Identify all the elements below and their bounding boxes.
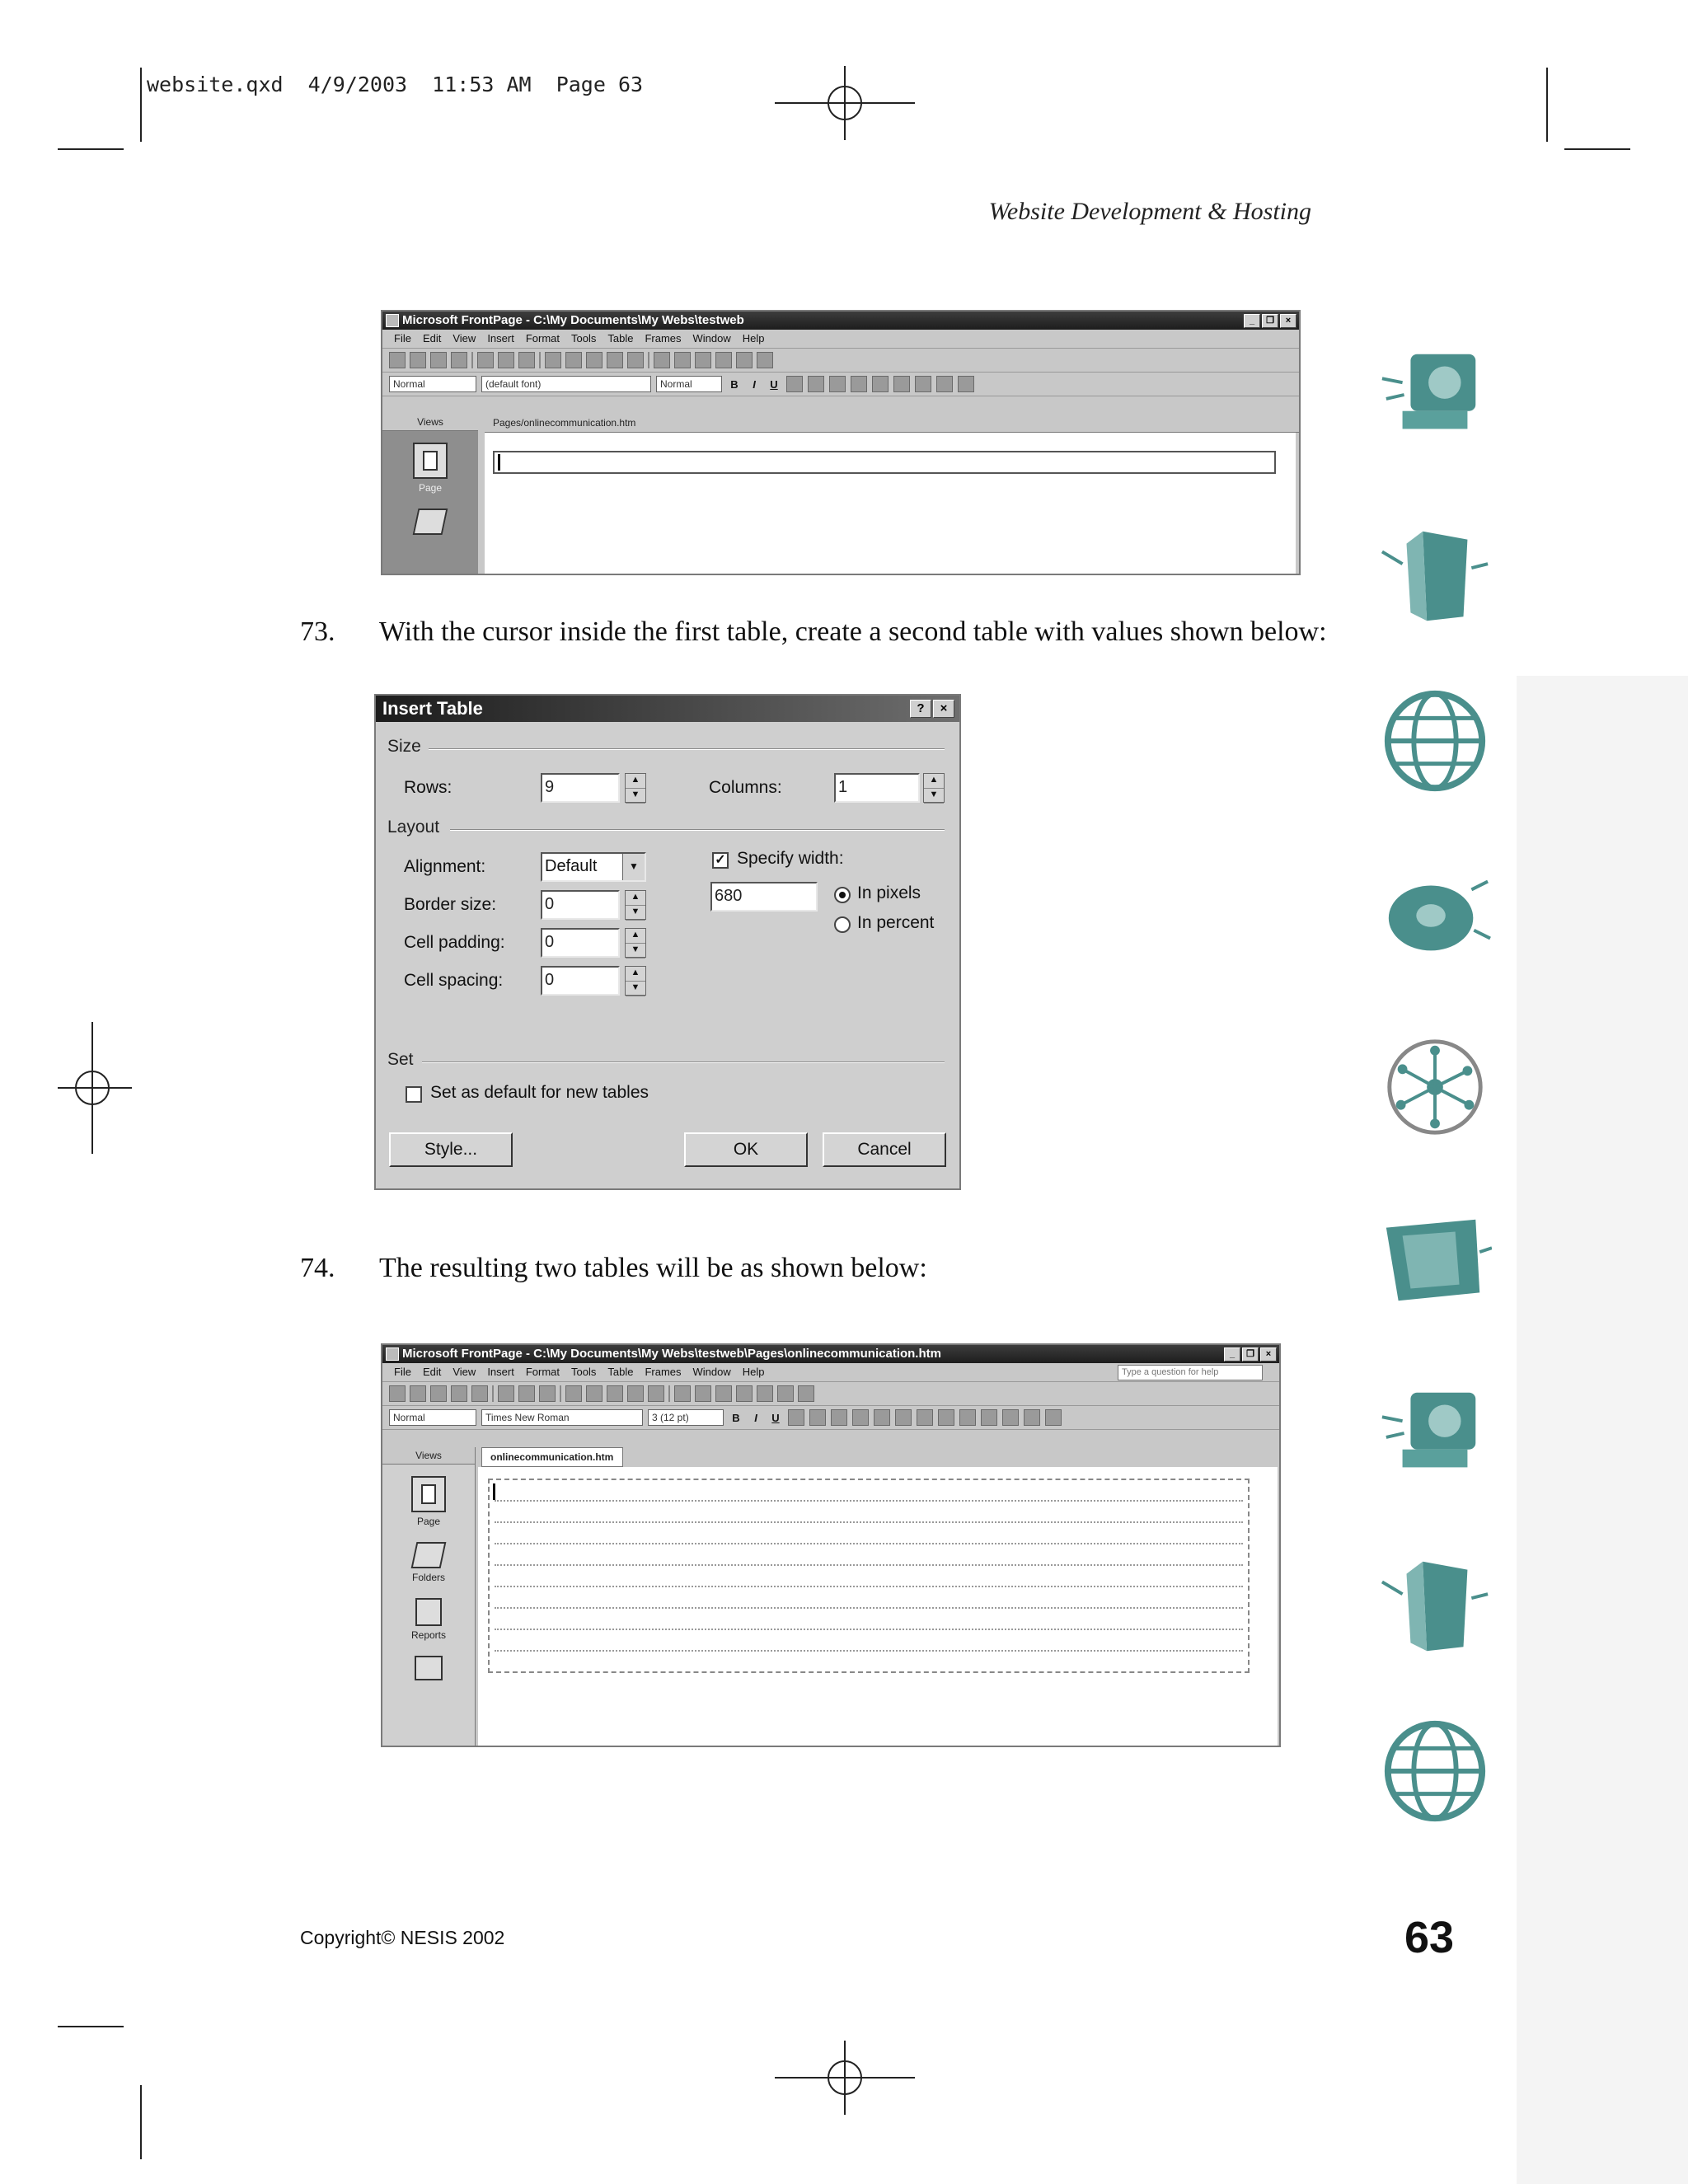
copy-icon[interactable] [586, 1385, 603, 1402]
views-header: Views [382, 1447, 475, 1465]
menu-bar [382, 1363, 1279, 1382]
size-group-label: Size [387, 737, 421, 756]
crop-mark [140, 2085, 142, 2159]
close-button[interactable]: × [933, 700, 954, 718]
formatting-toolbar [382, 1406, 1279, 1430]
menu-tools[interactable]: Tools [571, 332, 597, 344]
title-bar [382, 312, 1299, 330]
style-combo[interactable]: Normal [389, 1409, 476, 1426]
crop-mark [1564, 148, 1630, 150]
crop-mark [1546, 68, 1548, 142]
window-title: Microsoft FrontPage - C:\My Documents\My Webs\testweb [402, 313, 744, 327]
align-left-icon[interactable] [788, 1409, 804, 1426]
running-head: Website Development & Hosting [988, 198, 1311, 225]
page-number: 63 [1404, 1913, 1455, 1962]
bullets-icon[interactable] [938, 1409, 954, 1426]
group-divider [429, 748, 945, 750]
navigation-view-icon[interactable] [415, 1656, 443, 1680]
step-text: The resulting two tables will be as shown below: [379, 1253, 927, 1283]
editor-area[interactable] [478, 1467, 1278, 1746]
registration-mark [58, 1022, 132, 1154]
hyperlink-icon[interactable] [736, 1385, 753, 1402]
views-header: Views [382, 414, 478, 431]
table-row[interactable] [495, 1564, 1243, 1566]
set-default-label: Set as default for new tables [430, 1083, 649, 1102]
style-button[interactable]: Style... [389, 1132, 513, 1167]
document-tab[interactable]: onlinecommunication.htm [481, 1447, 623, 1467]
step-text: With the cursor inside the first table, create a second table with values shown below: [379, 616, 1327, 647]
registration-mark [775, 2041, 915, 2115]
border-icon[interactable] [1002, 1409, 1019, 1426]
crop-mark [58, 148, 124, 150]
network-icon [1378, 1030, 1492, 1144]
reports-view-icon[interactable] [415, 1598, 442, 1626]
refresh-icon[interactable] [715, 352, 732, 368]
frontpage-window-1 [381, 310, 1301, 575]
editor-area[interactable] [485, 433, 1296, 574]
alignment-select[interactable] [541, 852, 646, 882]
registration-mark [775, 66, 915, 140]
border-size-spinner[interactable]: ▲ ▼ [625, 890, 646, 920]
dialog-title: Insert Table [382, 698, 483, 719]
print-icon[interactable] [498, 1385, 514, 1402]
specify-width-label: Specify width: [737, 849, 844, 868]
decrease-indent-icon[interactable] [959, 1409, 976, 1426]
group-divider [422, 1062, 945, 1063]
computer-icon [1378, 1376, 1492, 1490]
menu-tools[interactable]: Tools [571, 1366, 597, 1378]
redo-icon[interactable] [627, 352, 644, 368]
copy-icon[interactable] [565, 352, 582, 368]
minimize-button[interactable]: _ [1224, 1347, 1240, 1361]
border-size-label: Border size: [404, 895, 497, 914]
menu-file[interactable]: File [394, 332, 411, 344]
outer-table[interactable] [488, 1479, 1250, 1673]
group-divider [450, 829, 945, 831]
formatting-toolbar [382, 373, 1299, 396]
increase-font-icon[interactable] [874, 1409, 890, 1426]
new-icon[interactable] [389, 352, 406, 368]
highlight-icon[interactable] [1024, 1409, 1040, 1426]
folders-view-label: Folders [411, 1572, 445, 1583]
toolbar-separator [560, 1385, 561, 1402]
width-input[interactable]: 680 [710, 882, 818, 912]
save-icon[interactable] [430, 1385, 447, 1402]
menu-window[interactable]: Window [692, 1366, 731, 1378]
folders-view-icon[interactable] [411, 1542, 447, 1568]
increase-indent-icon[interactable] [915, 376, 931, 392]
set-default-checkbox[interactable] [406, 1086, 422, 1103]
help-question-input[interactable]: Type a question for help [1118, 1365, 1263, 1380]
menu-insert[interactable]: Insert [487, 1366, 514, 1378]
align-right-icon[interactable] [829, 376, 846, 392]
step-number: 73. [300, 616, 335, 647]
reports-view-label: Reports [410, 1629, 447, 1641]
publish-icon[interactable] [451, 1385, 467, 1402]
minimize-button[interactable]: _ [1244, 314, 1260, 328]
menu-table[interactable]: Table [607, 332, 634, 344]
standard-toolbar [382, 1382, 1279, 1406]
align-left-icon[interactable] [786, 376, 803, 392]
cancel-button[interactable]: Cancel [823, 1132, 946, 1167]
table-row[interactable] [495, 1586, 1243, 1587]
save-icon[interactable] [430, 352, 447, 368]
justify-icon[interactable] [852, 1409, 869, 1426]
help-button[interactable]: ? [910, 700, 931, 718]
preview-icon[interactable] [498, 352, 514, 368]
ok-button[interactable]: OK [684, 1132, 808, 1167]
menu-table[interactable]: Table [607, 1366, 634, 1378]
alignment-label: Alignment: [404, 857, 486, 876]
title-bar [382, 1345, 1279, 1363]
paste-icon[interactable] [586, 352, 603, 368]
new-icon[interactable] [389, 1385, 406, 1402]
in-percent-label: In percent [857, 913, 935, 932]
menu-help[interactable]: Help [742, 1366, 765, 1378]
increase-indent-icon[interactable] [981, 1409, 997, 1426]
in-pixels-radio[interactable] [834, 887, 851, 903]
globe-icon [1378, 1714, 1492, 1828]
menu-view[interactable]: View [452, 1366, 476, 1378]
text-cursor [498, 454, 500, 471]
rows-label: Rows: [404, 778, 452, 797]
toolbar-separator [471, 352, 473, 368]
bold-icon[interactable]: B [732, 1411, 740, 1424]
font-combo[interactable]: (default font) [481, 376, 651, 392]
menu-format[interactable]: Format [525, 332, 560, 344]
cell-padding-label: Cell padding: [404, 933, 505, 952]
rows-input[interactable]: 9 [541, 773, 620, 803]
cut-icon[interactable] [545, 352, 561, 368]
table-row[interactable] [495, 1521, 1243, 1523]
menu-view[interactable]: View [452, 332, 476, 344]
numbering-icon[interactable] [917, 1409, 933, 1426]
underline-icon[interactable]: U [771, 1411, 780, 1424]
text-cursor [493, 1483, 495, 1500]
size-combo[interactable]: Normal [656, 376, 722, 392]
align-center-icon[interactable] [808, 376, 824, 392]
underline-icon[interactable]: U [770, 377, 778, 391]
cell-spacing-label: Cell spacing: [404, 971, 504, 990]
page-view-label: Page [416, 1516, 441, 1527]
table-row[interactable] [495, 1543, 1243, 1544]
cell-padding-spinner[interactable]: ▲ ▼ [625, 928, 646, 958]
set-group-label: Set [387, 1050, 414, 1069]
toolbar-separator [668, 1385, 670, 1402]
font-color-icon[interactable] [1045, 1409, 1062, 1426]
bold-icon[interactable]: B [730, 377, 738, 391]
views-bar [382, 414, 478, 574]
columns-label: Columns: [709, 778, 782, 797]
specify-width-checkbox[interactable]: ✓ [712, 852, 729, 869]
in-pixels-label: In pixels [857, 883, 921, 902]
crop-mark [140, 68, 142, 142]
page-view-label: Page [418, 482, 443, 494]
numbering-icon[interactable] [851, 376, 867, 392]
menu-edit[interactable]: Edit [422, 332, 442, 344]
cut-icon[interactable] [565, 1385, 582, 1402]
italic-icon[interactable]: I [753, 377, 756, 391]
columns-input[interactable]: 1 [834, 773, 920, 803]
insert-table-icon[interactable] [674, 1385, 691, 1402]
menu-edit[interactable]: Edit [422, 1366, 442, 1378]
standard-toolbar [382, 349, 1299, 373]
font-combo[interactable]: Times New Roman [481, 1409, 643, 1426]
restore-button[interactable]: ❐ [1242, 1347, 1259, 1361]
folder-icon [1378, 1203, 1492, 1317]
search-icon[interactable] [471, 1385, 488, 1402]
app-icon [386, 314, 399, 327]
server-tower-icon [1378, 519, 1492, 633]
copyright: Copyright© NESIS 2002 [300, 1927, 505, 1948]
cell-padding-input[interactable]: 0 [541, 928, 620, 958]
print-slug: website.qxd 4/9/2003 11:53 AM Page 63 [147, 73, 644, 96]
help-icon[interactable] [798, 1385, 814, 1402]
columns-spinner[interactable]: ▲ ▼ [923, 773, 945, 803]
insert-picture-icon[interactable] [674, 352, 691, 368]
highlight-icon[interactable] [936, 376, 953, 392]
decrease-indent-icon[interactable] [893, 376, 910, 392]
menu-window[interactable]: Window [692, 332, 731, 344]
undo-icon[interactable] [627, 1385, 644, 1402]
menu-help[interactable]: Help [742, 332, 765, 344]
print-icon[interactable] [477, 352, 494, 368]
menu-insert[interactable]: Insert [487, 332, 514, 344]
align-center-icon[interactable] [809, 1409, 826, 1426]
border-size-input[interactable]: 0 [541, 890, 620, 920]
table-row[interactable] [495, 1607, 1243, 1609]
page-view-icon[interactable] [411, 1476, 446, 1512]
close-button[interactable]: × [1260, 1347, 1277, 1361]
chevron-down-icon[interactable]: ▼ [622, 854, 645, 880]
decrease-font-icon[interactable] [895, 1409, 912, 1426]
open-icon[interactable] [410, 1385, 426, 1402]
step-number: 74. [300, 1253, 335, 1283]
align-right-icon[interactable] [831, 1409, 847, 1426]
in-percent-radio[interactable] [834, 916, 851, 933]
redo-icon[interactable] [648, 1385, 664, 1402]
font-color-icon[interactable] [958, 376, 974, 392]
page-view-icon[interactable] [413, 443, 448, 479]
restore-button[interactable]: ❐ [1262, 314, 1278, 328]
hyperlink-icon[interactable] [695, 352, 711, 368]
crop-mark [58, 2026, 124, 2027]
spelling-icon[interactable] [539, 1385, 556, 1402]
document-tab[interactable]: Pages/onlinecommunication.htm [485, 414, 1301, 433]
first-table[interactable] [493, 451, 1276, 474]
alignment-value: Default [545, 857, 598, 875]
refresh-icon[interactable] [757, 1385, 773, 1402]
insert-picture-icon[interactable] [695, 1385, 711, 1402]
publish-icon[interactable] [451, 352, 467, 368]
bullets-icon[interactable] [872, 376, 889, 392]
rows-spinner[interactable]: ▲ ▼ [625, 773, 646, 803]
cell-spacing-spinner[interactable]: ▲ ▼ [625, 966, 646, 996]
show-all-icon[interactable] [736, 352, 753, 368]
help-icon[interactable] [757, 352, 773, 368]
toolbar-separator [492, 1385, 494, 1402]
layout-group-label: Layout [387, 818, 440, 837]
globe-icon [1378, 684, 1492, 798]
toolbar-separator [539, 352, 541, 368]
computer-icon [1378, 338, 1492, 452]
server-tower-icon [1378, 1549, 1492, 1663]
undo-icon[interactable] [607, 352, 623, 368]
preview-icon[interactable] [518, 1385, 535, 1402]
close-button[interactable]: × [1280, 314, 1296, 328]
size-combo[interactable]: 3 (12 pt) [648, 1409, 724, 1426]
paste-icon[interactable] [607, 1385, 623, 1402]
folders-view-icon[interactable] [413, 509, 448, 535]
show-all-icon[interactable] [777, 1385, 794, 1402]
drawing-icon[interactable] [715, 1385, 732, 1402]
toolbar-separator [648, 352, 649, 368]
menu-frames[interactable]: Frames [645, 332, 682, 344]
spelling-icon[interactable] [518, 352, 535, 368]
table-row[interactable] [495, 1650, 1243, 1652]
disc-icon [1378, 857, 1492, 971]
menu-file[interactable]: File [394, 1366, 411, 1378]
cell-spacing-input[interactable]: 0 [541, 966, 620, 996]
app-icon [386, 1347, 399, 1361]
views-bar [382, 1447, 476, 1746]
menu-bar [382, 330, 1299, 349]
step-73 [300, 616, 1372, 653]
italic-icon[interactable]: I [754, 1411, 757, 1424]
side-strip [1517, 676, 1688, 2184]
insert-table-icon[interactable] [654, 352, 670, 368]
step-74 [300, 1253, 1372, 1289]
table-row[interactable] [495, 1500, 1243, 1502]
dialog-title-bar [376, 696, 959, 722]
window-title: Microsoft FrontPage - C:\My Documents\My Webs\testweb\Pages\onlinecommunication.htm [402, 1347, 941, 1361]
insert-table-dialog [374, 694, 961, 1190]
open-icon[interactable] [410, 352, 426, 368]
menu-format[interactable]: Format [525, 1366, 560, 1378]
frontpage-window-2 [381, 1343, 1281, 1747]
table-row[interactable] [495, 1629, 1243, 1630]
menu-frames[interactable]: Frames [645, 1366, 682, 1378]
style-combo[interactable]: Normal [389, 376, 476, 392]
